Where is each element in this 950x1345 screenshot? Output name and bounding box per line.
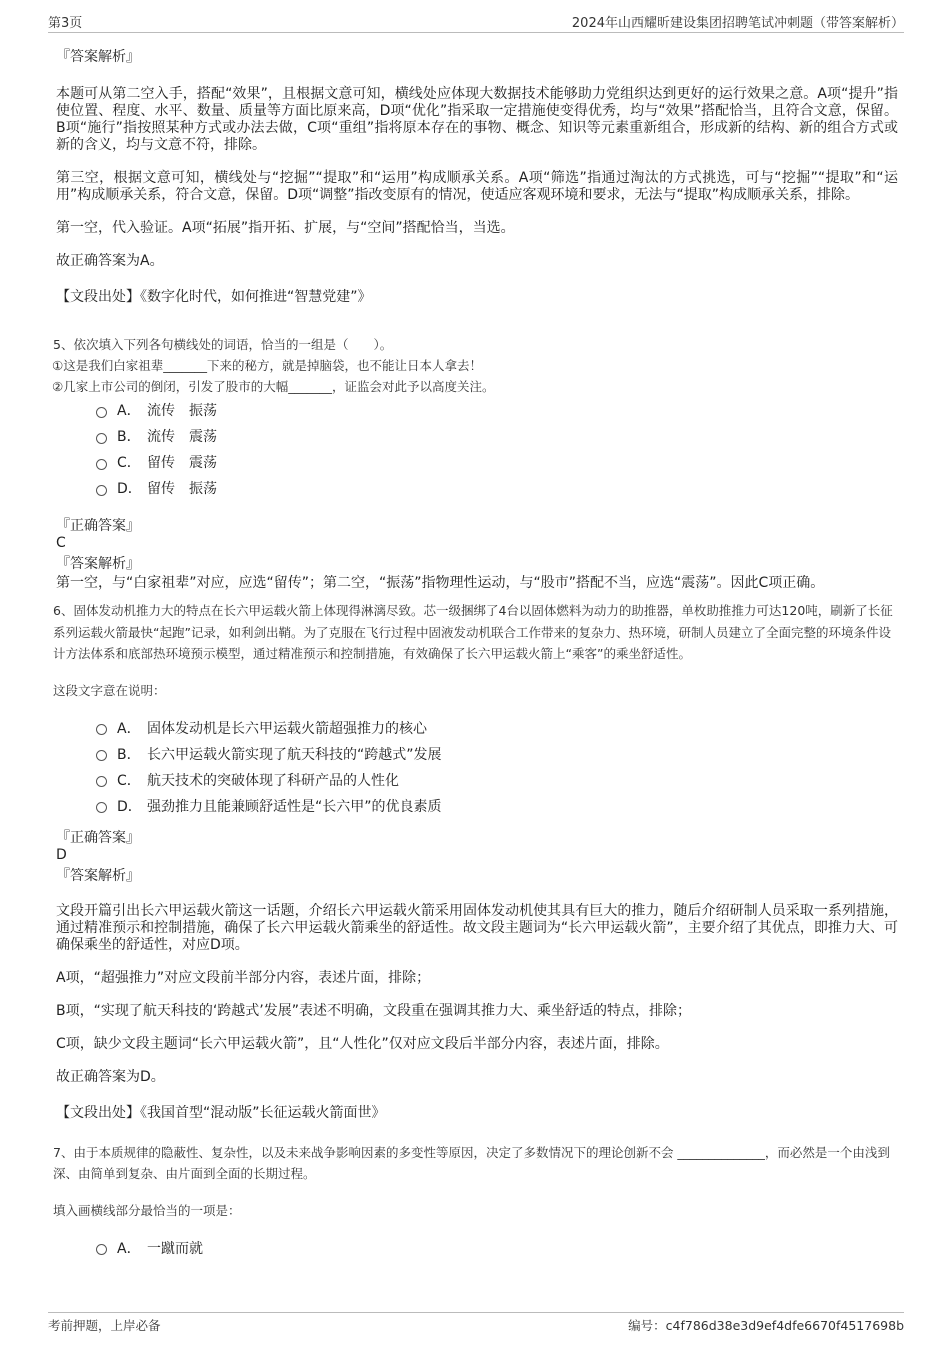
question-6: [53, 600, 898, 1122]
correct-answer-heading: 『正确答案』: [56, 518, 140, 534]
option-list: [96, 1235, 898, 1261]
radio-icon[interactable]: [96, 433, 107, 444]
page-footer: [48, 1312, 904, 1335]
correct-answer: C: [56, 535, 66, 551]
radio-icon[interactable]: [96, 1244, 107, 1255]
analysis-paragraph: C项，缺少文段主题词“长六甲运载火箭”，且“人性化”仅对应文段后半部分内容，表述片面，排除。: [56, 1035, 669, 1052]
option-list: [96, 715, 898, 819]
option-a[interactable]: A． 一蹴而就: [96, 1235, 898, 1261]
question-5: [52, 334, 898, 592]
option-c[interactable]: C． 留传 震荡: [96, 449, 898, 475]
question-prompt: 这段文字意在说明：: [53, 682, 166, 698]
option-b[interactable]: B． 流传 震荡: [96, 423, 898, 449]
document-id: 编号：c4f786d38e3d9ef4dfe6670f4517698b: [628, 1318, 904, 1333]
question-stem: 5、依次填入下列各句横线处的词语，恰当的一组是（ ）。: [53, 337, 393, 352]
question-stem: 7、由于本质规律的隐蔽性、复杂性，以及未来战争影响因素的多变性等原因，决定了多数情况下的理论创新不会 ______________，而必然是一个由浅到深、由简单到复杂、由片面到全面的长期过程。: [53, 1144, 890, 1181]
radio-icon[interactable]: [96, 750, 107, 761]
question-7: [53, 1142, 898, 1261]
analysis-heading: 『答案解析』: [56, 556, 140, 572]
analysis-paragraph: B项，“实现了航天科技的‘跨越式’发展”表述不明确，文段重在强调其推力大、乘坐舒适的特点，排除；: [56, 1002, 692, 1019]
option-list: [96, 397, 898, 501]
analysis-heading: 『答案解析』: [56, 49, 140, 65]
question-stem: 6、固体发动机推力大的特点在长六甲运载火箭上体现得淋漓尽致。芯一级捆绑了4台以固体燃料为动力的助推器，单枚助推推力可达120吨，刷新了长征系列运载火箭最快“起跑”记录，如利剑出鞘。为了克服在飞行过程中固液发动机联合工作带来的复杂力、热环境，研制人员建立了全面完整的环境条件设计方法体系和底部热环境预示模型，通过精准预示和控制措施，有效确保了长六甲运载火箭上“乘客”的乘坐舒适性。: [53, 603, 893, 661]
option-d[interactable]: D． 留传 振荡: [96, 475, 898, 501]
correct-answer-heading: 『正确答案』: [56, 829, 140, 846]
footer-slogan: 考前押题，上岸必备: [48, 1318, 161, 1333]
correct-answer: D: [56, 846, 67, 863]
radio-icon[interactable]: [96, 802, 107, 813]
analysis-paragraph: 故正确答案为A。: [56, 253, 164, 269]
analysis-text: 第一空，与“白家祖辈”对应，应选“留传”；第二空，“振荡”指物理性运动，与“股市”搭配不当，应选“震荡”。因此C项正确。: [56, 575, 825, 591]
analysis-paragraph: 故正确答案为D。: [56, 1068, 165, 1085]
passage-source: 【文段出处】《数字化时代，如何推进“智慧党建”》: [56, 289, 372, 305]
page-number: 第3页: [48, 16, 83, 31]
radio-icon[interactable]: [96, 724, 107, 735]
option-b[interactable]: B． 长六甲运载火箭实现了航天科技的“跨越式”发展: [96, 741, 898, 767]
option-a[interactable]: A． 流传 振荡: [96, 397, 898, 423]
radio-icon[interactable]: [96, 485, 107, 496]
analysis-paragraph: 文段开篇引出长六甲运载火箭这一话题，介绍长六甲运载火箭采用固体发动机使其具有巨大的推力，随后介绍研制人员采取一系列措施，通过精准预示和控制措施，确保了长六甲运载火箭乘坐的舒适性。故文段主题词为“长六甲运载火箭”，主要介绍了其优点，即推力大、可确保乘坐的舒适性，对应D项。: [56, 902, 898, 953]
analysis-paragraph: A项，“超强推力”对应文段前半部分内容，表述片面，排除；: [56, 969, 431, 986]
analysis-paragraph: 第一空，代入验证。A项“拓展”指开拓、扩展，与“空间”搭配恰当，当选。: [56, 220, 515, 236]
analysis-paragraph: 本题可从第二空入手，搭配“效果”，且根据文意可知，横线处应体现大数据技术能够助力党组织达到更好的运行效果之意。A项“提升”指使位置、程度、水平、数量、质量等方面比原来高，D项“优化”指采取一定措施使变得优秀，均与“效果”搭配恰当，且符合文意，保留。B项“施行”指按照某种方式或办法去做，C项“重组”指将原本存在的事物、概念、知识等元素重新组合，形成新的结构、新的组合方式或新的含义，均与文意不符，排除。: [56, 86, 898, 153]
question-sentence-2: ②几家上市公司的倒闭，引发了股市的大幅_______，证监会对此予以高度关注。: [52, 379, 495, 394]
page-header: [48, 12, 904, 33]
option-d[interactable]: D． 强劲推力且能兼顾舒适性是“长六甲”的优良素质: [96, 793, 898, 819]
radio-icon[interactable]: [96, 459, 107, 470]
analysis-heading: 『答案解析』: [56, 867, 140, 884]
option-c[interactable]: C． 航天技术的突破体现了科研产品的人性化: [96, 767, 898, 793]
question-sentence-1: ①这是我们白家祖辈_______下来的秘方，就是掉脑袋，也不能让日本人拿去！: [52, 358, 482, 373]
analysis-paragraph: 第三空，根据文意可知，横线处与“挖掘”“提取”和“运用”构成顺承关系。A项“筛选”指通过淘汰的方式挑选，可与“挖掘”“提取”和“运用”构成顺承关系，符合文意，保留。D项“调整”指改变原有的情况，使适应客观环境和要求，无法与“提取”构成顺承关系，排除。: [56, 170, 898, 203]
document-body: [52, 46, 898, 1269]
radio-icon[interactable]: [96, 776, 107, 787]
question-prompt: 填入画横线部分最恰当的一项是：: [53, 1202, 241, 1218]
radio-icon[interactable]: [96, 407, 107, 418]
option-a[interactable]: A． 固体发动机是长六甲运载火箭超强推力的核心: [96, 715, 898, 741]
passage-source: 【文段出处】《我国首型“混动版”长征运载火箭面世》: [56, 1104, 386, 1121]
document-title: 2024年山西耀昕建设集团招聘笔试冲刺题（带答案解析）: [571, 16, 904, 31]
